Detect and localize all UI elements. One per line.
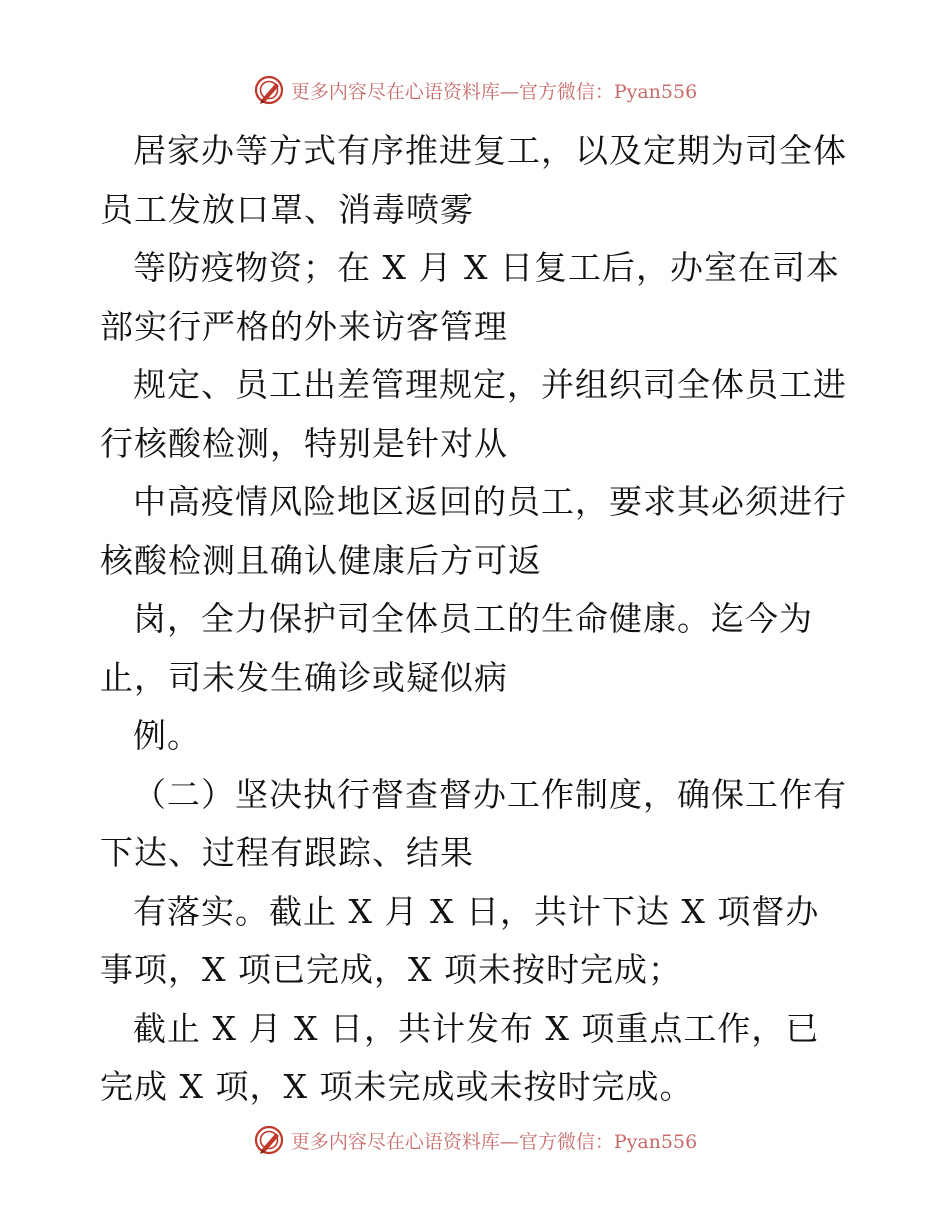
- paragraph-line: 等防疫物资；在 X 月 X 日复工后，办室在司本: [133, 248, 840, 287]
- header-watermark: [0, 70, 950, 110]
- paragraph-line: 岗，全力保护司全体员工的生命健康。迄今为: [133, 599, 813, 638]
- paragraph-line: 中高疫情风险地区返回的员工，要求其必须进行: [133, 482, 847, 521]
- paragraph-line: 下达、过程有跟踪、结果: [100, 833, 474, 872]
- paragraph-line: 居家办等方式有序推进复工，以及定期为司全体: [133, 131, 847, 170]
- paragraph-line: 有落实。截止 X 月 X 日，共计下达 X 项督办: [133, 891, 820, 931]
- paragraph-line: 规定、员工出差管理规定，并组织司全体员工进: [133, 365, 847, 404]
- pen-logo-icon: [253, 74, 285, 106]
- paragraph-line: 完成 X 项，X 项未完成或未按时完成。: [100, 1067, 694, 1106]
- watermark-text: 更多内容尽在心语资料库—官方微信：Pyan556: [290, 1130, 698, 1153]
- watermark-text: 更多内容尽在心语资料库—官方微信：Pyan556: [290, 80, 698, 103]
- paragraph-line: 止，司未发生确诊或疑似病: [100, 657, 508, 697]
- paragraph-line: （二）坚决执行督查督办工作制度，确保工作有: [133, 774, 847, 814]
- paragraph-line: 例。: [133, 716, 201, 755]
- paragraph-line: 行核酸检测，特别是针对从: [100, 423, 508, 463]
- footer-watermark: [0, 1120, 950, 1160]
- paragraph-line: 核酸检测且确认健康后方可返: [100, 540, 542, 580]
- paragraph-line: 部实行严格的外来访客管理: [100, 306, 508, 346]
- paragraph-line: 员工发放口罩、消毒喷雾: [100, 189, 474, 229]
- document-body: [100, 122, 870, 1117]
- paragraph-line: 事项，X 项已完成，X 项未按时完成；: [100, 950, 682, 989]
- paragraph-line: 截止 X 月 X 日，共计发布 X 项重点工作，已: [133, 1008, 820, 1048]
- pen-logo-icon: [253, 1124, 285, 1156]
